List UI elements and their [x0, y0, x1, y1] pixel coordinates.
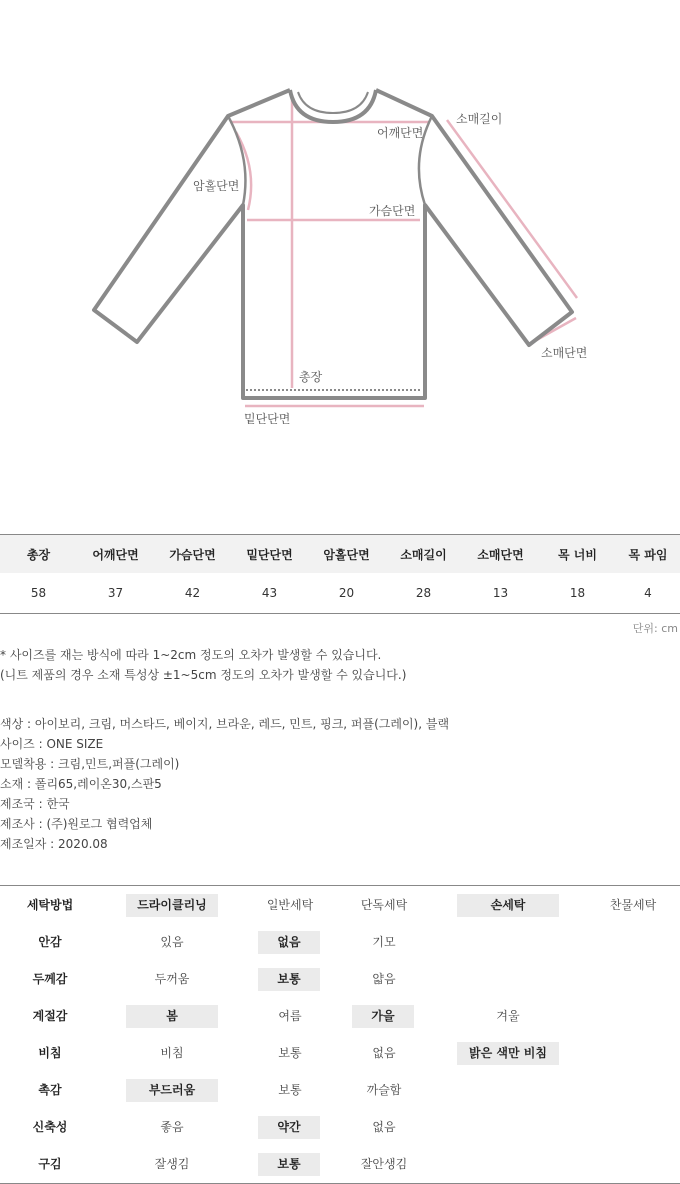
- care-option-stretch-good: 좋음: [160, 1120, 184, 1134]
- garment-outline: [94, 90, 572, 398]
- care-option-thin: 얇음: [372, 972, 396, 986]
- header-shoulder: 어깨단면: [77, 535, 154, 574]
- measurement-notes: [0, 645, 406, 685]
- header-sleeve-width: 소매단면: [462, 535, 539, 574]
- header-chest: 가슴단면: [154, 535, 231, 574]
- care-row-lining: [0, 924, 680, 961]
- value-neck-width: 18: [539, 573, 616, 614]
- care-option-lining-yes: 있음: [160, 935, 184, 949]
- value-shoulder: 37: [77, 573, 154, 614]
- header-neck-depth: 목 파임: [616, 535, 680, 574]
- spec-maker: 제조사 : (주)원로그 협력업체: [0, 817, 153, 831]
- care-option-sheer-normal: 보통: [278, 1046, 302, 1060]
- care-row-label: 안감: [38, 935, 62, 949]
- care-option-summer: 여름: [278, 1009, 302, 1023]
- label-total-length: 총장: [299, 370, 323, 384]
- care-option-stretch-none: 없음: [372, 1120, 396, 1134]
- care-option-wrinkles-easily: 잘생김: [154, 1157, 190, 1171]
- care-option-soft: 부드러움: [126, 1079, 218, 1102]
- neck-rib: [298, 92, 368, 113]
- value-total-length: 58: [0, 573, 77, 614]
- care-option-thick: 두꺼움: [154, 972, 190, 986]
- spec-date: 제조일자 : 2020.08: [0, 837, 108, 851]
- care-option-light-colors-sheer: 밝은 색만 비침: [457, 1042, 559, 1065]
- care-row-label: 구김: [38, 1157, 62, 1171]
- size-table: [0, 534, 680, 614]
- care-row-season: [0, 998, 680, 1035]
- product-specs: [0, 714, 449, 854]
- value-sleeve-width: 13: [462, 573, 539, 614]
- care-option-autumn: 가을: [352, 1005, 414, 1028]
- label-chest: 가슴단면: [369, 204, 416, 218]
- care-option-thickness-normal: 보통: [258, 968, 320, 991]
- header-hem: 밑단단면: [231, 535, 308, 574]
- label-shoulder: 어깨단면: [377, 126, 424, 140]
- care-row-label: 신축성: [32, 1120, 68, 1134]
- care-row-stretch: [0, 1109, 680, 1146]
- header-armhole: 암홀단면: [308, 535, 385, 574]
- header-total-length: 총장: [0, 535, 77, 574]
- care-option-winter: 겨울: [496, 1009, 520, 1023]
- care-option-sheer: 비침: [160, 1046, 184, 1060]
- value-hem: 43: [231, 573, 308, 614]
- spec-model: 모델착용 : 크림,민트,퍼플(그레이): [0, 757, 180, 771]
- care-option-normal-wash: 일반세탁: [266, 898, 314, 912]
- care-option-lining-fleece: 기모: [372, 935, 396, 949]
- care-option-not-sheer: 없음: [372, 1046, 396, 1060]
- label-sleeve-width: 소매단면: [541, 346, 588, 360]
- care-table: [0, 885, 680, 1184]
- label-armhole: 암홀단면: [193, 179, 240, 193]
- unit-label: 단위: cm: [632, 622, 678, 635]
- spec-size: 사이즈 : ONE SIZE: [0, 737, 104, 751]
- value-neck-depth: 4: [616, 573, 680, 614]
- neckline: [290, 90, 376, 122]
- care-row-washing: [0, 887, 680, 924]
- care-option-hand-wash: 손세탁: [457, 894, 559, 917]
- care-row-texture: [0, 1072, 680, 1109]
- size-value-row: [0, 573, 680, 614]
- care-option-lining-no: 없음: [258, 931, 320, 954]
- spec-material: 소재 : 폴리65,레이온30,스판5: [0, 777, 162, 791]
- note-line-1: * 사이즈를 재는 방식에 따라 1~2cm 정도의 오차가 발생할 수 있습니다.: [0, 648, 382, 662]
- care-option-spring: 봄: [126, 1005, 218, 1028]
- care-option-wrinkle-normal: 보통: [258, 1153, 320, 1176]
- care-row-label: 촉감: [38, 1083, 62, 1097]
- care-row-thickness: [0, 961, 680, 998]
- care-option-dry-clean: 드라이클리닝: [126, 894, 218, 917]
- note-line-2: (니트 제품의 경우 소재 특성상 ±1~5cm 정도의 오차가 발생할 수 있습니다.): [0, 668, 407, 682]
- value-chest: 42: [154, 573, 231, 614]
- care-option-stretch-slight: 약간: [258, 1116, 320, 1139]
- value-armhole: 20: [308, 573, 385, 614]
- value-sleeve-length: 28: [385, 573, 462, 614]
- care-option-rough: 까슬함: [366, 1083, 402, 1097]
- body-outline: [94, 90, 572, 398]
- care-option-wrinkle-resistant: 잘안생김: [360, 1157, 408, 1171]
- care-row-label: 두께감: [32, 972, 68, 986]
- care-row-label: 계절감: [32, 1009, 68, 1023]
- spec-country: 제조국 : 한국: [0, 797, 70, 811]
- garment-diagram: [0, 0, 680, 440]
- care-row-wrinkle: [0, 1146, 680, 1183]
- care-row-label: 세탁방법: [26, 898, 74, 912]
- label-hem: 밑단단면: [244, 412, 291, 426]
- header-neck-width: 목 너비: [539, 535, 616, 574]
- care-option-cold-wash: 찬물세탁: [609, 898, 657, 912]
- sleeve-length-line: [447, 120, 577, 298]
- header-sleeve-length: 소매길이: [385, 535, 462, 574]
- label-sleeve-length: 소매길이: [456, 112, 503, 126]
- spec-color: 색상 : 아이보리, 크림, 머스타드, 베이지, 브라운, 레드, 민트, 핑크, 퍼플(그레이), 블랙: [0, 717, 450, 731]
- care-option-texture-normal: 보통: [278, 1083, 302, 1097]
- care-option-separate-wash: 단독세탁: [360, 898, 408, 912]
- measurement-lines: [230, 96, 577, 406]
- care-row-label: 비침: [38, 1046, 62, 1060]
- size-header-row: [0, 535, 680, 574]
- care-row-sheerness: [0, 1035, 680, 1072]
